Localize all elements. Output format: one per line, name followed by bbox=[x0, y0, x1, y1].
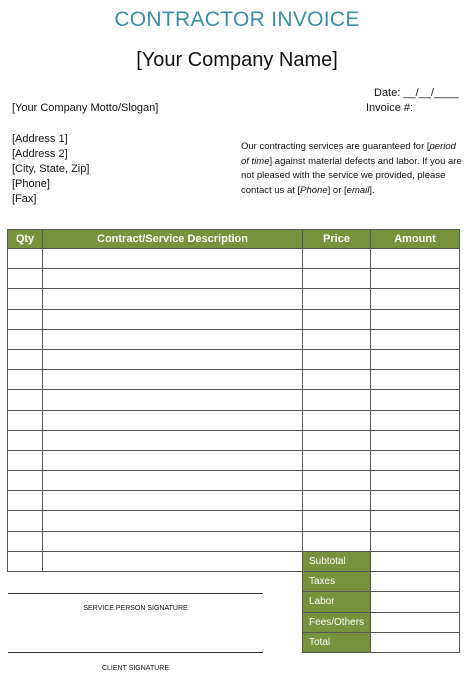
price-cell[interactable] bbox=[303, 249, 371, 269]
labor-label: Labor bbox=[303, 592, 371, 612]
totals-row bbox=[303, 572, 460, 592]
fax-line[interactable]: [Fax] bbox=[12, 193, 37, 205]
price-cell[interactable] bbox=[303, 329, 371, 349]
qty-cell[interactable] bbox=[8, 551, 43, 571]
guarantee-part: ] or [ bbox=[327, 184, 347, 196]
amount-cell[interactable] bbox=[371, 450, 460, 470]
guarantee-period: period of time bbox=[241, 141, 456, 167]
amount-cell[interactable] bbox=[371, 289, 460, 309]
price-cell[interactable] bbox=[303, 430, 371, 450]
table-row bbox=[8, 329, 460, 349]
description-cell[interactable] bbox=[43, 289, 303, 309]
description-cell[interactable] bbox=[43, 471, 303, 491]
table-row bbox=[8, 471, 460, 491]
taxes-value[interactable] bbox=[371, 572, 460, 592]
total-value[interactable] bbox=[371, 632, 460, 652]
subtotal-label: Subtotal bbox=[303, 552, 371, 572]
amount-cell[interactable] bbox=[371, 491, 460, 511]
totals-row bbox=[303, 552, 460, 572]
price-cell[interactable] bbox=[303, 410, 371, 430]
client-signature-line[interactable] bbox=[8, 652, 263, 653]
qty-cell[interactable] bbox=[8, 491, 43, 511]
date-field[interactable]: Date: __/__/____ bbox=[374, 87, 459, 99]
description-cell[interactable] bbox=[43, 329, 303, 349]
column-header-qty: Qty bbox=[8, 230, 43, 249]
line-items-table bbox=[7, 229, 460, 572]
guarantee-part: ] against material defects and labor. If you are not pleased with the service we provided, please contact us at [ bbox=[241, 155, 462, 196]
qty-cell[interactable] bbox=[8, 289, 43, 309]
guarantee-phone: Phone bbox=[300, 184, 328, 196]
service-person-signature-label: SERVICE PERSON SIGNATURE bbox=[83, 605, 188, 612]
totals-row bbox=[303, 592, 460, 612]
qty-cell[interactable] bbox=[8, 511, 43, 531]
table-row bbox=[8, 349, 460, 369]
price-cell[interactable] bbox=[303, 511, 371, 531]
price-cell[interactable] bbox=[303, 349, 371, 369]
qty-cell[interactable] bbox=[8, 430, 43, 450]
price-cell[interactable] bbox=[303, 370, 371, 390]
description-cell[interactable] bbox=[43, 349, 303, 369]
totals-row bbox=[303, 632, 460, 652]
description-cell[interactable] bbox=[43, 531, 303, 551]
price-cell[interactable] bbox=[303, 309, 371, 329]
column-header-description: Contract/Service Description bbox=[43, 230, 303, 249]
price-cell[interactable] bbox=[303, 289, 371, 309]
description-cell[interactable] bbox=[43, 249, 303, 269]
table-row bbox=[8, 450, 460, 470]
qty-cell[interactable] bbox=[8, 390, 43, 410]
totals-table bbox=[302, 551, 460, 653]
price-cell[interactable] bbox=[303, 269, 371, 289]
amount-cell[interactable] bbox=[371, 531, 460, 551]
price-cell[interactable] bbox=[303, 491, 371, 511]
address-line-2[interactable]: [Address 2] bbox=[12, 148, 68, 160]
amount-cell[interactable] bbox=[371, 349, 460, 369]
amount-cell[interactable] bbox=[371, 309, 460, 329]
table-body bbox=[8, 249, 460, 572]
description-cell[interactable] bbox=[43, 491, 303, 511]
table-row bbox=[8, 531, 460, 551]
client-signature-label: CLIENT SIGNATURE bbox=[101, 665, 170, 672]
guarantee-part: ]. bbox=[369, 184, 375, 196]
description-cell[interactable] bbox=[43, 551, 303, 571]
price-cell[interactable] bbox=[303, 531, 371, 551]
fees-label: Fees/Others bbox=[303, 612, 371, 632]
column-header-price: Price bbox=[303, 230, 371, 249]
city-state-zip[interactable]: [City, State, Zip] bbox=[12, 163, 90, 175]
guarantee-text bbox=[241, 140, 463, 198]
table-row bbox=[8, 269, 460, 289]
description-cell[interactable] bbox=[43, 269, 303, 289]
totals-row bbox=[303, 612, 460, 632]
description-cell[interactable] bbox=[43, 370, 303, 390]
description-cell[interactable] bbox=[43, 390, 303, 410]
description-cell[interactable] bbox=[43, 430, 303, 450]
table-row bbox=[8, 410, 460, 430]
table-row bbox=[8, 289, 460, 309]
qty-cell[interactable] bbox=[8, 269, 43, 289]
description-cell[interactable] bbox=[43, 410, 303, 430]
service-person-signature-line[interactable] bbox=[8, 593, 263, 594]
qty-cell[interactable] bbox=[8, 531, 43, 551]
price-cell[interactable] bbox=[303, 390, 371, 410]
qty-cell[interactable] bbox=[8, 370, 43, 390]
qty-cell[interactable] bbox=[8, 410, 43, 430]
address-line-1[interactable]: [Address 1] bbox=[12, 133, 68, 145]
table-row bbox=[8, 249, 460, 269]
qty-cell[interactable] bbox=[8, 329, 43, 349]
amount-cell[interactable] bbox=[371, 329, 460, 349]
amount-cell[interactable] bbox=[371, 430, 460, 450]
amount-cell[interactable] bbox=[371, 511, 460, 531]
table-row bbox=[8, 511, 460, 531]
table-row bbox=[8, 390, 460, 410]
description-cell[interactable] bbox=[43, 450, 303, 470]
qty-cell[interactable] bbox=[8, 450, 43, 470]
qty-cell[interactable] bbox=[8, 309, 43, 329]
price-cell[interactable] bbox=[303, 450, 371, 470]
price-cell[interactable] bbox=[303, 471, 371, 491]
table-row bbox=[8, 309, 460, 329]
table-header-row bbox=[8, 230, 460, 249]
amount-cell[interactable] bbox=[371, 269, 460, 289]
phone-line[interactable]: [Phone] bbox=[12, 178, 50, 190]
labor-value[interactable] bbox=[371, 592, 460, 612]
fees-value[interactable] bbox=[371, 612, 460, 632]
guarantee-part: Our contracting services are guaranteed for [ bbox=[241, 141, 430, 152]
guarantee-email: email bbox=[346, 184, 370, 196]
total-label: Total bbox=[303, 632, 371, 652]
taxes-label: Taxes bbox=[303, 572, 371, 592]
company-motto[interactable]: [Your Company Motto/Slogan] bbox=[12, 102, 159, 114]
address-block bbox=[12, 132, 89, 207]
amount-cell[interactable] bbox=[371, 410, 460, 430]
amount-cell[interactable] bbox=[371, 370, 460, 390]
qty-cell[interactable] bbox=[8, 249, 43, 269]
invoice-number-label[interactable]: Invoice #: bbox=[366, 102, 414, 114]
amount-cell[interactable] bbox=[371, 249, 460, 269]
subtotal-value[interactable] bbox=[371, 552, 460, 572]
table-row bbox=[8, 491, 460, 511]
invoice-title: CONTRACTOR INVOICE bbox=[114, 8, 360, 31]
amount-cell[interactable] bbox=[371, 471, 460, 491]
column-header-amount: Amount bbox=[371, 230, 460, 249]
table-row bbox=[8, 370, 460, 390]
description-cell[interactable] bbox=[43, 309, 303, 329]
description-cell[interactable] bbox=[43, 511, 303, 531]
table-row bbox=[8, 430, 460, 450]
qty-cell[interactable] bbox=[8, 471, 43, 491]
company-name[interactable]: [Your Company Name] bbox=[136, 49, 338, 71]
qty-cell[interactable] bbox=[8, 349, 43, 369]
amount-cell[interactable] bbox=[371, 390, 460, 410]
